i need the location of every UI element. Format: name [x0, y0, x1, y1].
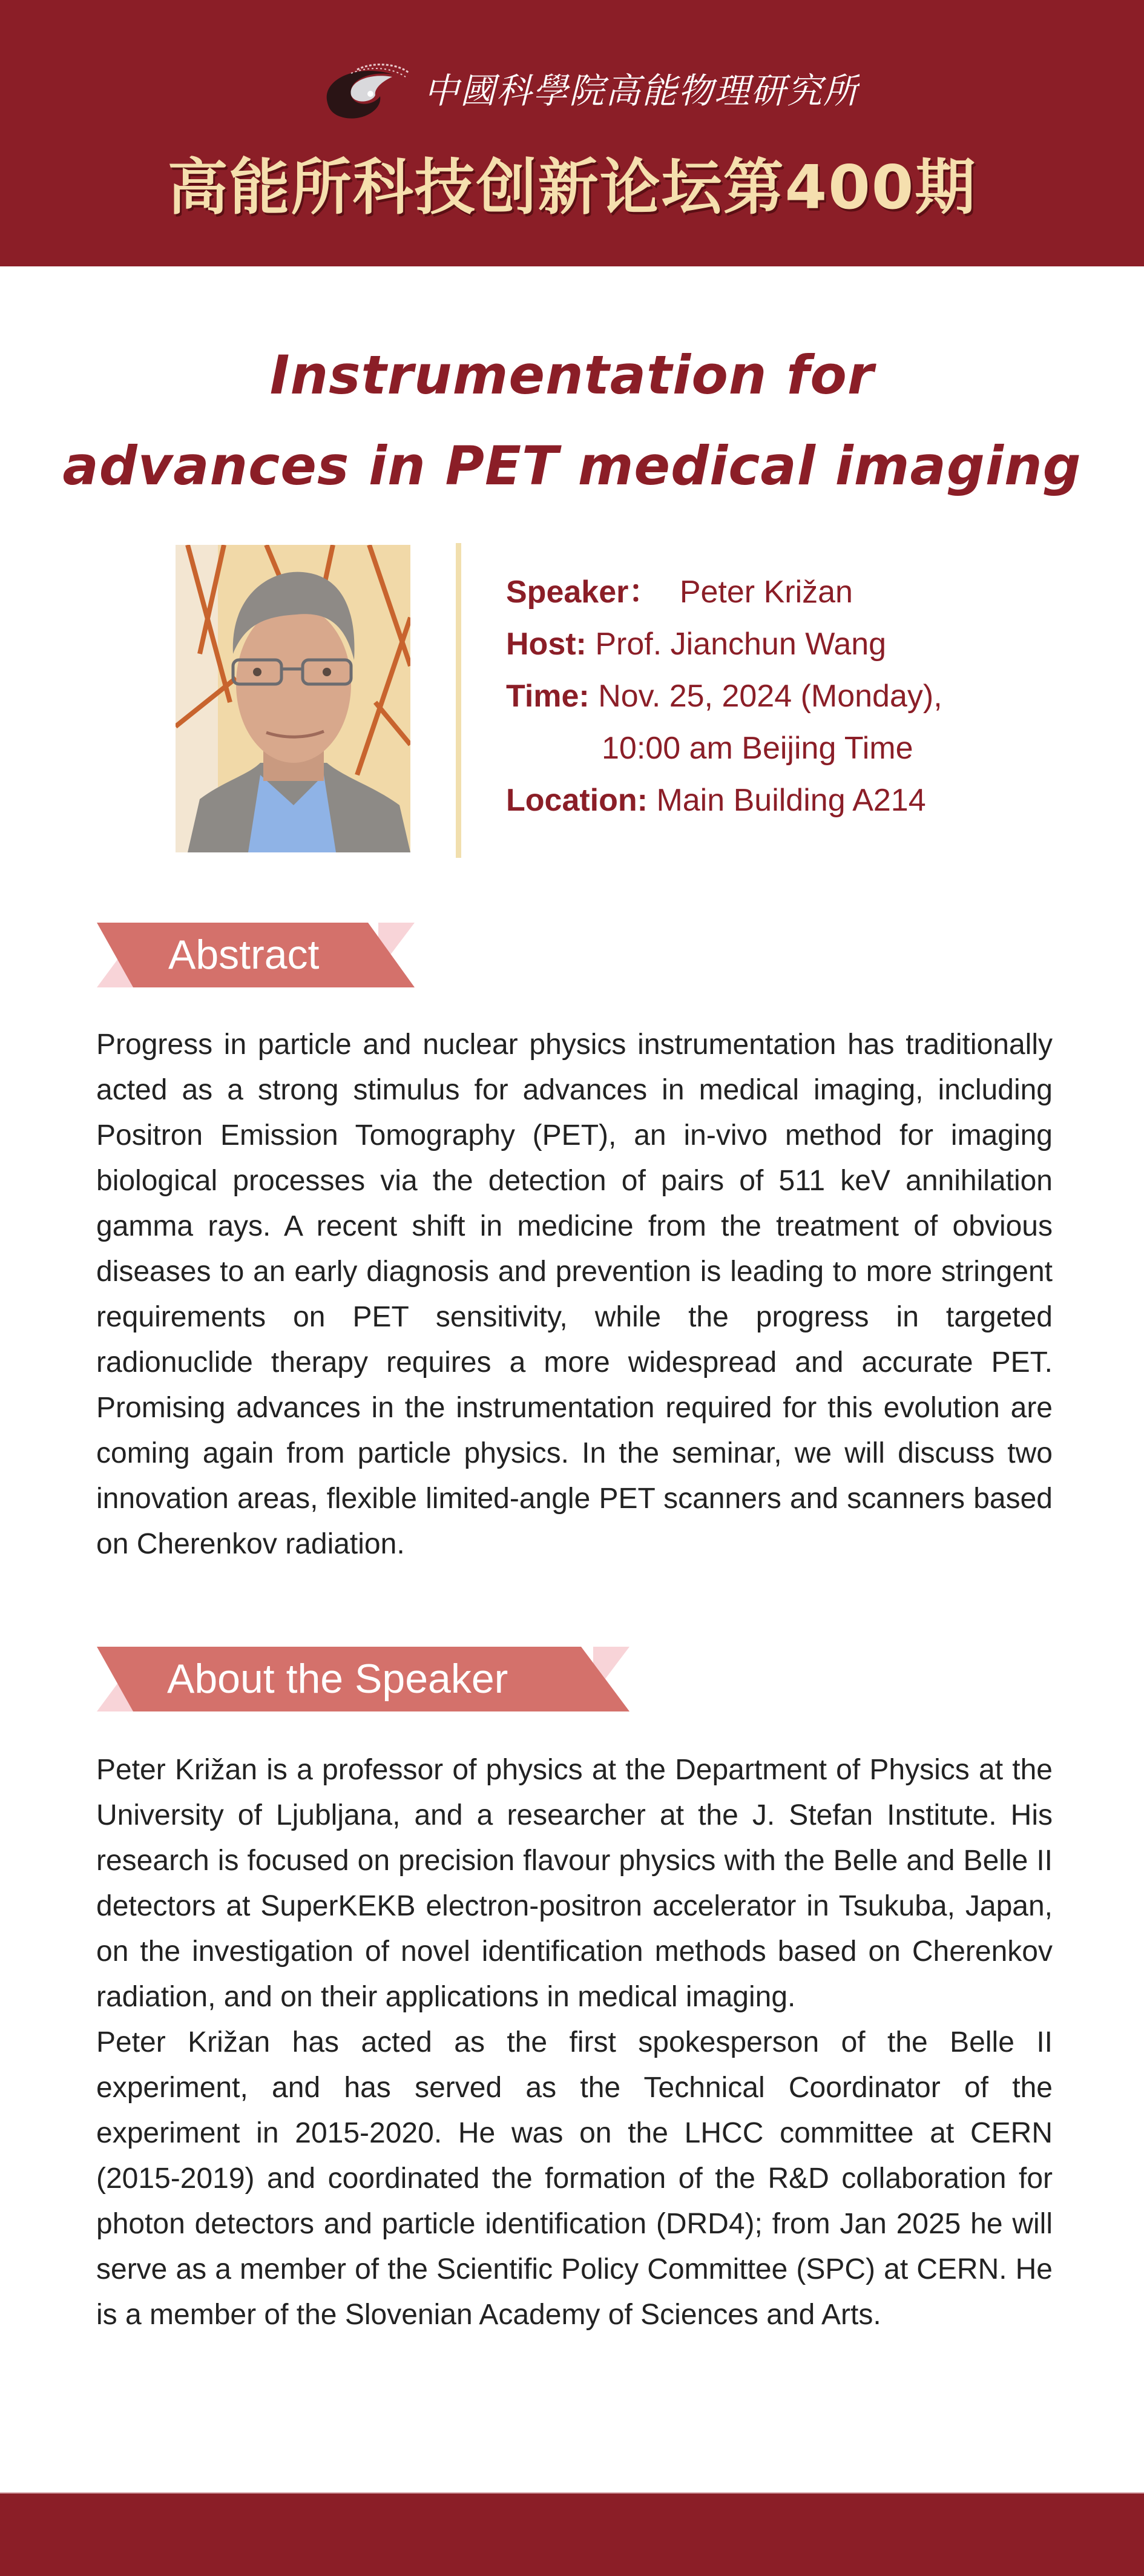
ihep-logo-icon: [315, 58, 412, 124]
host-value: Prof. Jianchun Wang: [595, 627, 887, 662]
speaker-bio: [96, 1747, 1053, 2337]
bio-paragraph-1: Peter Križan is a professor of physics at the Department of Physics at the University of Ljubljana, and a researcher at the J. Stefan Institute. His research is focused on precision flavour physics with the Belle and Belle II detectors at SuperKEKB electron-positron accelerator in Tsukuba, Japan, on the investigation of novel identification methods based on Cherenkov radiation, and on their applications in medical imaging.: [96, 1754, 1053, 2013]
speaker-label: Speaker：: [506, 575, 660, 610]
abstract-heading: Abstract: [168, 932, 320, 978]
speaker-heading-ribbon: [97, 1647, 630, 1711]
talk-title-line-1: Instrumentation for: [269, 344, 875, 406]
forum-title: 高能所科技创新论坛第400期: [167, 152, 977, 223]
speaker-row: [506, 566, 1111, 618]
location-label: Location:: [506, 783, 648, 818]
talk-title: [0, 330, 1144, 512]
bio-paragraph-2: Peter Križan has acted as the first spokesperson of the Belle II experiment, and has served as the Technical Coordinator of the experiment in 2015-2020. He was on the LHCC committee at CERN (2015-2019) and coordinated the formation of the R&D collaboration for photon detectors and particle identification (DRD4); from Jan 2025 he will serve as a member of the Scientific Policy Committee (SPC) at CERN. He is a member of the Slovenian Academy of Sciences and Arts.: [96, 2026, 1053, 2331]
speaker-heading: About the Speaker: [167, 1656, 508, 1702]
info-divider: [456, 543, 461, 858]
time-value-continued: 10:00 am Beijing Time: [602, 731, 913, 766]
time-row: [506, 670, 1111, 722]
location-row: [506, 774, 1111, 826]
time-label: Time:: [506, 679, 590, 714]
location-value: Main Building A214: [656, 783, 926, 818]
event-info: [506, 566, 1111, 826]
abstract-text: [96, 1022, 1053, 1567]
time-row-continued: [506, 722, 1111, 774]
footer-band: [0, 2492, 1144, 2576]
header-band: [0, 0, 1144, 266]
abstract-paragraph: Progress in particle and nuclear physics instrumentation has traditionally acted as a strong stimulus for advances in medical imaging, including Positron Emission Tomography (PET), an in-vivo method for imaging biological processes via the detection of pairs of 511 keV annihilation gamma rays. A recent shift in medicine from the treatment of obvious diseases to an early diagnosis and prevention is leading to more stringent requirements on PET sensitivity, while the progress in targeted radionuclide therapy requires a more widespread and accurate PET. Promising advances in the instrumentation required for this evolution are coming again from particle physics. In the seminar, we will discuss two innovation areas, flexible limited-angle PET scanners and scanners based on Cherenkov radiation.: [96, 1029, 1053, 1560]
institute-logo: [315, 54, 860, 127]
speaker-photo: [176, 545, 410, 852]
host-label: Host:: [506, 627, 587, 662]
talk-title-line-2: advances in PET medical imaging: [62, 435, 1082, 497]
host-row: [506, 618, 1111, 670]
abstract-heading-ribbon: [97, 923, 415, 987]
institute-name: 中國科學院高能物理研究所: [424, 70, 860, 111]
speaker-value: Peter Križan: [679, 575, 853, 610]
time-value: Nov. 25, 2024 (Monday),: [598, 679, 942, 714]
